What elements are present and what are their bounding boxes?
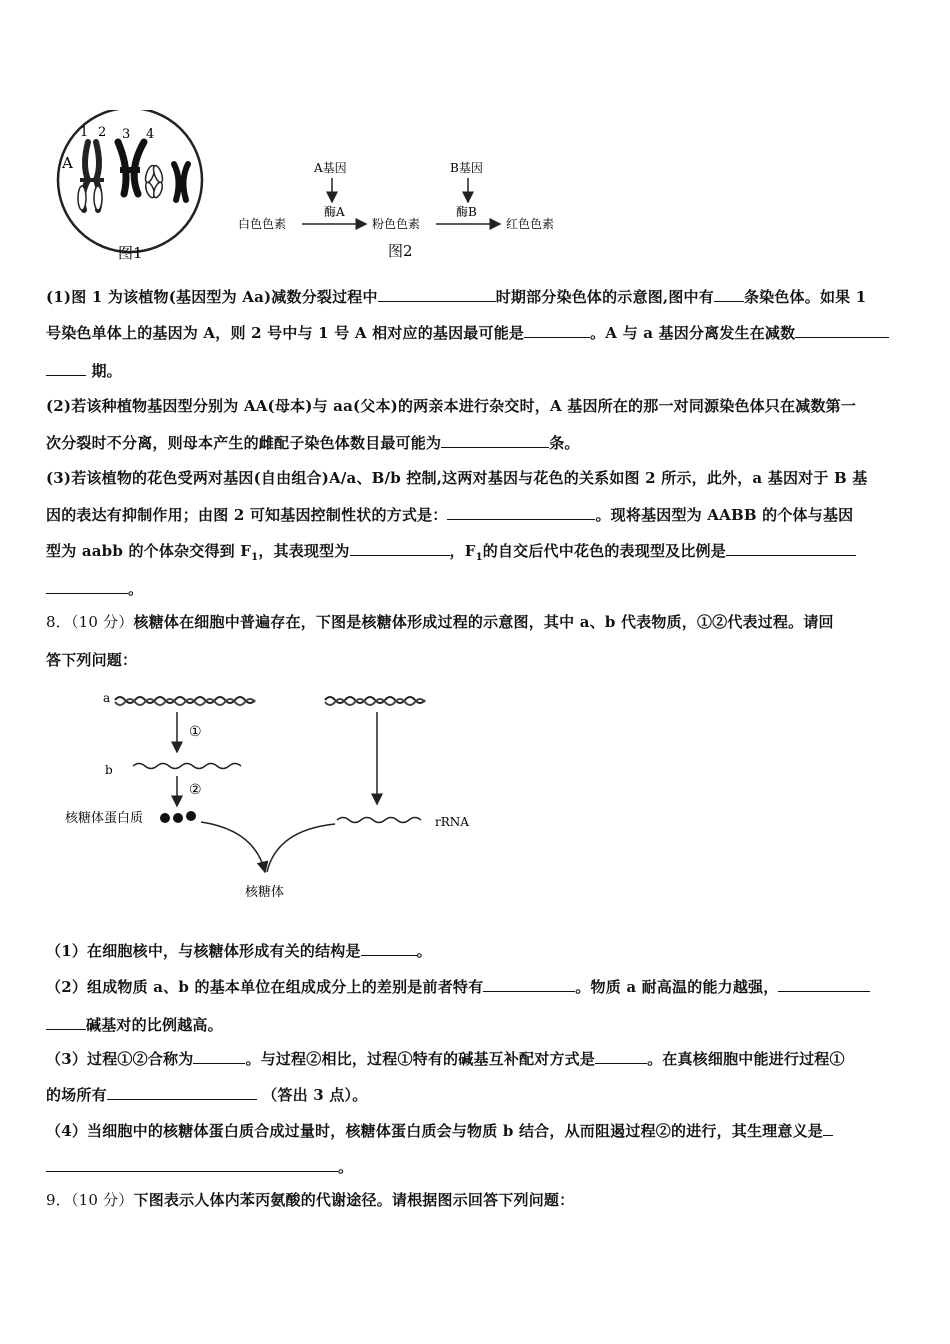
q8-sub3-line1: （3）过程①②合称为 。与过程②相比，过程①特有的碱基互补配对方式是 。在真核细胞中能进行过程①: [46, 1050, 845, 1068]
q8-sub1: （1）在细胞核中，与核糖体形成有关的结构是 。: [46, 942, 432, 960]
q8-sub4-line1: （4）当细胞中的核糖体蛋白质合成过量时，核糖体蛋白质会与物质 b 结合，从而阻遏过程②的进行，其生理意义是: [46, 1120, 908, 1141]
rrna-label: rRNA: [435, 815, 469, 829]
q7-part3-line3: 型为 aabb 的个体杂交得到 $F_1$，其表现型为 ，$F_1$的自交后代中花色的表现型及比例是: [46, 540, 908, 568]
rrna-strand: [337, 818, 421, 823]
blank-q7-8b[interactable]: [46, 578, 128, 594]
fig1-number-4: 4: [146, 127, 155, 142]
blank-q7-4[interactable]: [795, 322, 889, 338]
blank-q7-7[interactable]: [350, 540, 450, 556]
pigment-white: 白色色素: [238, 217, 287, 231]
blank-q8-3b[interactable]: [46, 1014, 86, 1030]
protein-dot-1: [160, 813, 170, 823]
blank-q8-3[interactable]: [778, 976, 870, 992]
q7-part3-line4: 。: [46, 578, 908, 599]
step-1: ①: [189, 724, 202, 740]
chromosome-small-black: [174, 164, 188, 200]
q7-part3-line1: (3)若该植物的花色受两对基因(自由组合)A/a、B/b 控制,这两对基因与花色的关系如图 2 所示，此外，a 基因对于 B 基: [46, 469, 868, 487]
enzyme-A-label: 酶A: [324, 205, 345, 219]
figure-2-pathway: [228, 150, 588, 265]
label-b: b: [105, 763, 113, 777]
pigment-red: 红色色素: [506, 217, 555, 231]
fig1-number-1: 1: [80, 125, 89, 140]
q7-part3-line2: 因的表达有抑制作用；由图 2 可知基因控制性状的方式是： 。现将基因型为 AABB 的个体与基因: [46, 506, 854, 524]
step-2: ②: [189, 782, 202, 798]
q7-part1-line1: (1)图 1 为该植物(基因型为 Aa)减数分裂过程中 时期部分染色体的示意图,图中有 条染色体。如果 1: [46, 288, 867, 306]
ribosomal-protein-label: 核糖体蛋白质: [65, 811, 144, 826]
protein-dot-3: [186, 811, 196, 821]
fig1-number-2: 2: [98, 125, 107, 140]
q9-stem: 9．（10 分）下图表示人体内苯丙氨酸的代谢途径。请根据图示回答下列问题：: [46, 1191, 575, 1209]
fig1-number-3: 3: [122, 127, 131, 142]
blank-q8-4[interactable]: [193, 1048, 245, 1064]
q9-number: 9．（10 分）: [46, 1191, 134, 1209]
gene-B-label: B基因: [450, 161, 483, 175]
q8-sub4-line2: 。: [46, 1156, 908, 1177]
q8-number: 8．（10 分）: [46, 613, 134, 631]
q7-part2-line2: 次分裂时不分离，则母本产生的雌配子染色体数目最可能为 条。: [46, 434, 580, 452]
figure-1-chromosomes: [40, 110, 220, 270]
fig2-caption: 图2: [388, 242, 413, 260]
fig1-label-A: A: [62, 154, 73, 172]
blank-q8-2[interactable]: [483, 976, 575, 992]
pigment-pink: 粉色色素: [372, 217, 421, 231]
blank-q8-7a[interactable]: [823, 1120, 833, 1136]
fig1-caption: 图1: [118, 244, 143, 262]
protein-dot-2: [173, 813, 183, 823]
rna-b: [133, 764, 241, 769]
blank-q7-2[interactable]: [714, 286, 744, 302]
ribosome-label: 核糖体: [245, 885, 285, 900]
q8-sub2-line1: （2）组成物质 a、b 的基本单位在组成成分上的差别是前者特有 。物质 a 耐高温的能力越强，: [46, 976, 908, 997]
blank-q7-4b[interactable]: [46, 360, 86, 376]
blank-q7-8[interactable]: [726, 540, 856, 556]
chromosome-small-white: [144, 164, 165, 198]
blank-q8-6[interactable]: [107, 1084, 257, 1100]
blank-q8-1[interactable]: [361, 940, 417, 956]
blank-q7-1[interactable]: [378, 286, 496, 302]
blank-q7-6[interactable]: [447, 504, 595, 520]
q8-stem-line1: 8．（10 分）核糖体在细胞中普遍存在，下图是核糖体形成过程的示意图，其中 a、b 代表物质，①②代表过程。请回: [46, 613, 834, 631]
enzyme-B-label: 酶B: [456, 205, 477, 219]
q8-stem-line2: 答下列问题：: [46, 651, 138, 669]
blank-q8-7[interactable]: [46, 1156, 338, 1172]
q7-part1-line2: 号染色单体上的基因为 A，则 2 号中与 1 号 A 相对应的基因最可能是 。A 与 a 基因分离发生在减数: [46, 322, 908, 343]
q8-sub3-line2: 的场所有 （答出 3 点）。: [46, 1086, 368, 1104]
q8-sub2-line2: 碱基对的比例越高。: [46, 1014, 908, 1035]
chromosome-1-2: [78, 142, 104, 210]
gene-A-label: A基因: [314, 161, 347, 175]
q7-part1-line3: 期。: [46, 360, 908, 381]
blank-q7-3[interactable]: [524, 322, 590, 338]
chromosome-3-4: [118, 142, 144, 194]
blank-q7-5[interactable]: [441, 432, 549, 448]
q7-part2-line1: (2)若该种植物基因型分别为 AA(母本)与 aa(父本)的两亲本进行杂交时，A 基因所在的那一对同源染色体只在减数第一: [46, 397, 857, 415]
label-a: a: [103, 691, 111, 705]
blank-q8-5[interactable]: [595, 1048, 647, 1064]
figure-ribosome-formation: [55, 680, 495, 910]
